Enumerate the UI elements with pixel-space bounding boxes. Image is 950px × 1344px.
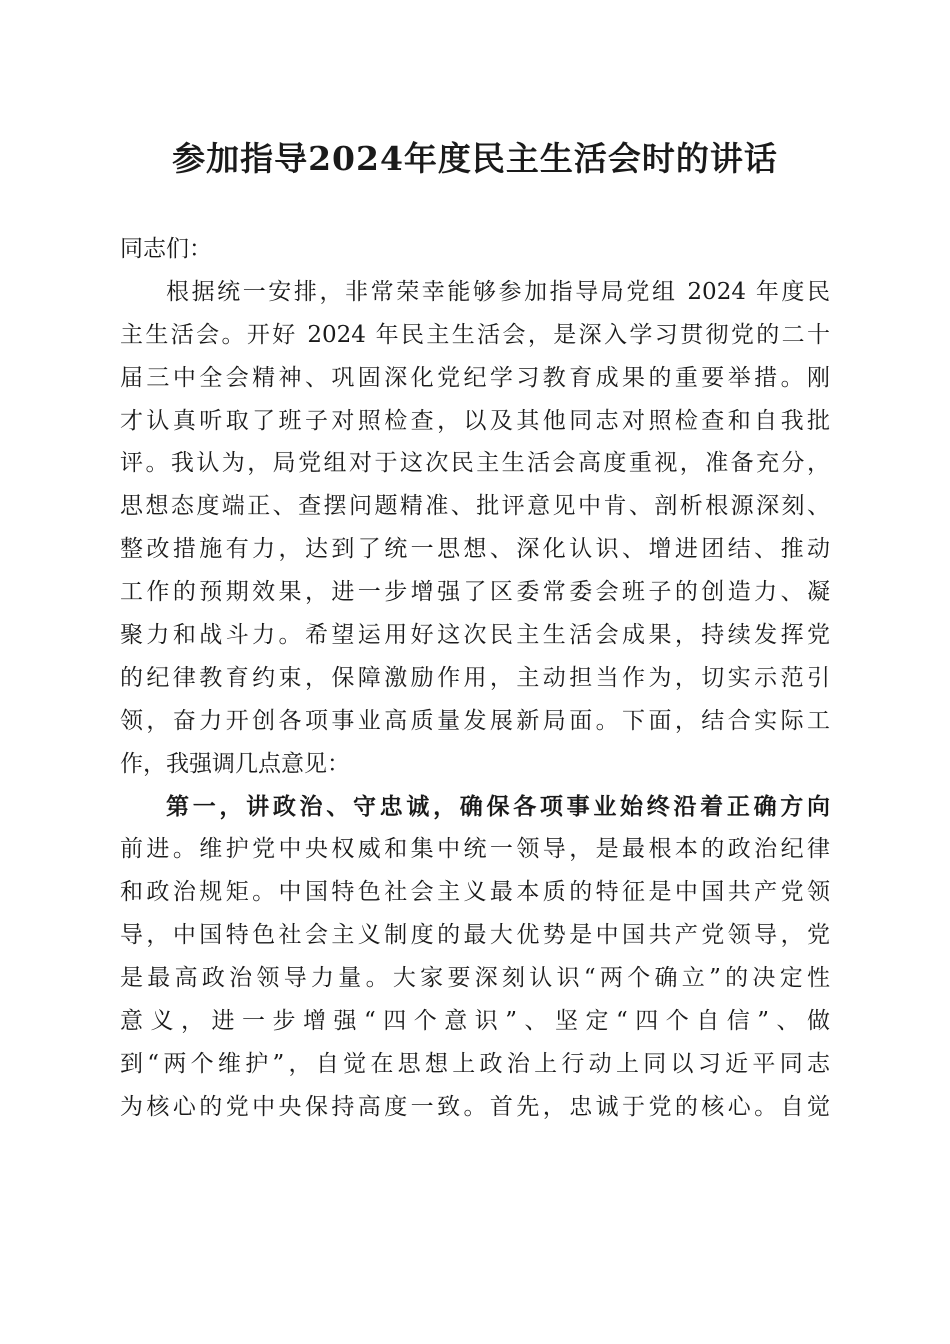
paragraph-line: 思想态度端正、查摆问题精准、批评意见中肯、剖析根源深刻、 <box>120 493 830 520</box>
paragraph-line: 主生活会。开好 2024 年民主生活会，是深入学习贯彻党的二十 <box>120 321 830 348</box>
paragraph-line: 才认真听取了班子对照检查，以及其他同志对照检查和自我批 <box>120 407 830 434</box>
paragraph-line: 作，我强调几点意见： <box>120 750 350 777</box>
paragraph-line: 是最高政治领导力量。大家要深刻认识“两个确立”的决定性 <box>120 965 830 992</box>
paragraph-2 <box>120 786 830 1129</box>
document-body <box>120 228 830 1129</box>
paragraph-line: 整改措施有力，达到了统一思想、深化认识、增进团结、推动 <box>120 536 830 563</box>
salutation: 同志们： <box>120 236 212 262</box>
paragraph-line: 到“两个维护”，自觉在思想上政治上行动上同以习近平同志 <box>120 1050 830 1077</box>
paragraph-line: 届三中全会精神、巩固深化党纪学习教育成果的重要举措。刚 <box>120 364 830 391</box>
section-heading: 第一，讲政治、守忠诚，确保各项事业始终沿着正确方向 <box>166 792 830 820</box>
paragraph-line: 工作的预期效果，进一步增强了区委常委会班子的创造力、凝 <box>120 579 830 606</box>
paragraph-line: 意义，进一步增强“四个意识”、坚定“四个自信”、做 <box>120 1008 830 1035</box>
document-title: 参加指导2024年度民主生活会时的讲话 <box>172 139 778 178</box>
paragraph-line: 根据统一安排，非常荣幸能够参加指导局党组 2024 年度民 <box>166 278 830 305</box>
paragraph-line: 导，中国特色社会主义制度的最大优势是中国共产党领导，党 <box>120 922 830 949</box>
paragraph-line: 的纪律教育约束，保障激励作用，主动担当作为，切实示范引 <box>120 664 830 691</box>
paragraph-line: 和政治规矩。中国特色社会主义最本质的特征是中国共产党领 <box>120 879 830 906</box>
paragraph-line: 领，奋力开创各项事业高质量发展新局面。下面，结合实际工 <box>120 707 830 734</box>
paragraph-1 <box>120 271 830 786</box>
paragraph-line: 评。我认为，局党组对于这次民主生活会高度重视，准备充分， <box>120 450 830 477</box>
paragraph-line: 为核心的党中央保持高度一致。首先，忠诚于党的核心。自觉 <box>120 1093 830 1120</box>
paragraph-line: 聚力和战斗力。希望运用好这次民主生活会成果，持续发挥党 <box>120 622 830 649</box>
paragraph-line: 前进。维护党中央权威和集中统一领导，是最根本的政治纪律 <box>120 836 830 863</box>
